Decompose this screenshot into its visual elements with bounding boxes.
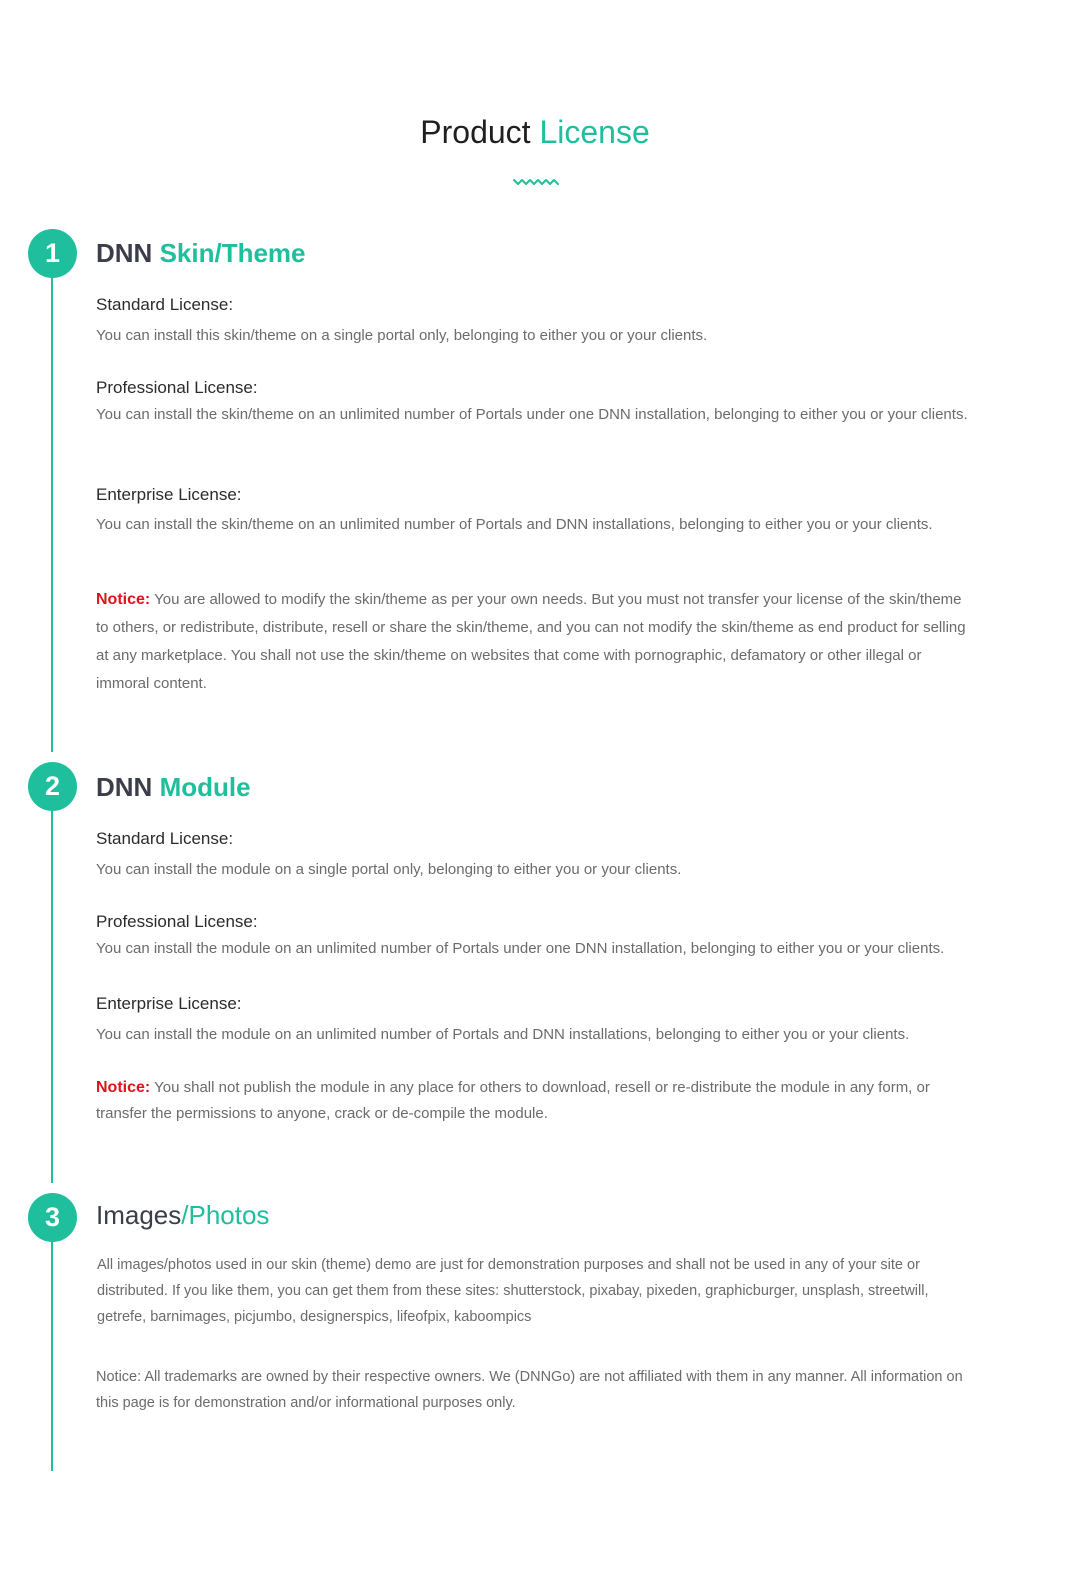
standard-license-text: You can install this skin/theme on a single portal only, belonging to either you or your clients. <box>96 327 708 344</box>
section-title-images-photos <box>96 1199 269 1231</box>
page-title <box>0 110 1070 154</box>
standard-license-heading: Standard License: <box>96 829 234 848</box>
wave-divider-icon <box>513 176 561 188</box>
section-title-skin-theme <box>96 237 306 269</box>
professional-license-heading: Professional License: <box>96 912 258 931</box>
section-title-accent: Skin/Theme <box>159 238 306 268</box>
images-credit-text: All images/photos used in our skin (theme) demo are just for demonstration purposes and shall not be used in any of your site or distributed. If you like them, you can get them from these sites: shutterstock, pixabay, pixeden, graphicburger, unsplash, streetwill, getrefe, barnimages, picjumbo, designerspics, lifeofpix, kaboompics <box>97 1257 929 1325</box>
enterprise-license-text: You can install the module on an unlimited number of Portals and DNN installations, belonging to either you or your clients. <box>96 1026 910 1043</box>
trademark-notice-text: Notice: All trademarks are owned by their respective owners. We (DNNGo) are not affiliated with them in any manner. All information on this page is for demonstration and/or informational purposes only. <box>96 1369 963 1411</box>
section-title-main: DNN <box>96 238 153 268</box>
step-badge-3: 3 <box>28 1193 77 1242</box>
notice-paragraph <box>96 1075 976 1127</box>
notice-text: You are allowed to modify the skin/theme as per your own needs. But you must not transfer your license of the skin/theme to others, or redistribute, distribute, resell or share the skin/theme, and you can not modify the skin/theme as end product for selling at any marketplace. You shall not use the skin/theme on websites that come with pornographic, defamatory or other illegal or immoral content. <box>96 591 966 692</box>
section-title-accent: /Photos <box>181 1200 270 1230</box>
timeline-line-1 <box>51 277 53 752</box>
professional-license-text: You can install the module on an unlimited number of Portals under one DNN installation, belonging to either you or your clients. <box>96 940 945 957</box>
notice-label: Notice: <box>96 1079 151 1096</box>
enterprise-license-heading: Enterprise License: <box>96 485 242 504</box>
professional-license-heading: Professional License: <box>96 378 258 397</box>
enterprise-license-heading: Enterprise License: <box>96 994 242 1013</box>
section-title-accent: Module <box>159 772 251 802</box>
step-badge-2: 2 <box>28 762 77 811</box>
standard-license-text: You can install the module on a single portal only, belonging to either you or your clients. <box>96 861 682 878</box>
enterprise-license-text: You can install the skin/theme on an unlimited number of Portals and DNN installations, belonging to either you or your clients. <box>96 516 933 533</box>
section-title-main: Images <box>96 1200 182 1230</box>
page-title-accent: License <box>539 114 650 150</box>
timeline-line-2 <box>51 811 53 1183</box>
section-title-main: DNN <box>96 772 153 802</box>
notice-paragraph <box>96 586 976 698</box>
timeline-line-3 <box>51 1241 53 1471</box>
standard-license-heading: Standard License: <box>96 295 234 314</box>
notice-text: You shall not publish the module in any place for others to download, resell or re-distribute the module in any form, or transfer the permissions to anyone, crack or de-compile the module. <box>96 1079 930 1122</box>
notice-label: Notice: <box>96 591 151 608</box>
page-title-main: Product <box>420 114 531 150</box>
step-badge-1: 1 <box>28 229 77 278</box>
professional-license-text: You can install the skin/theme on an unlimited number of Portals under one DNN installation, belonging to either you or your clients. <box>96 406 968 423</box>
section-title-module <box>96 771 251 803</box>
